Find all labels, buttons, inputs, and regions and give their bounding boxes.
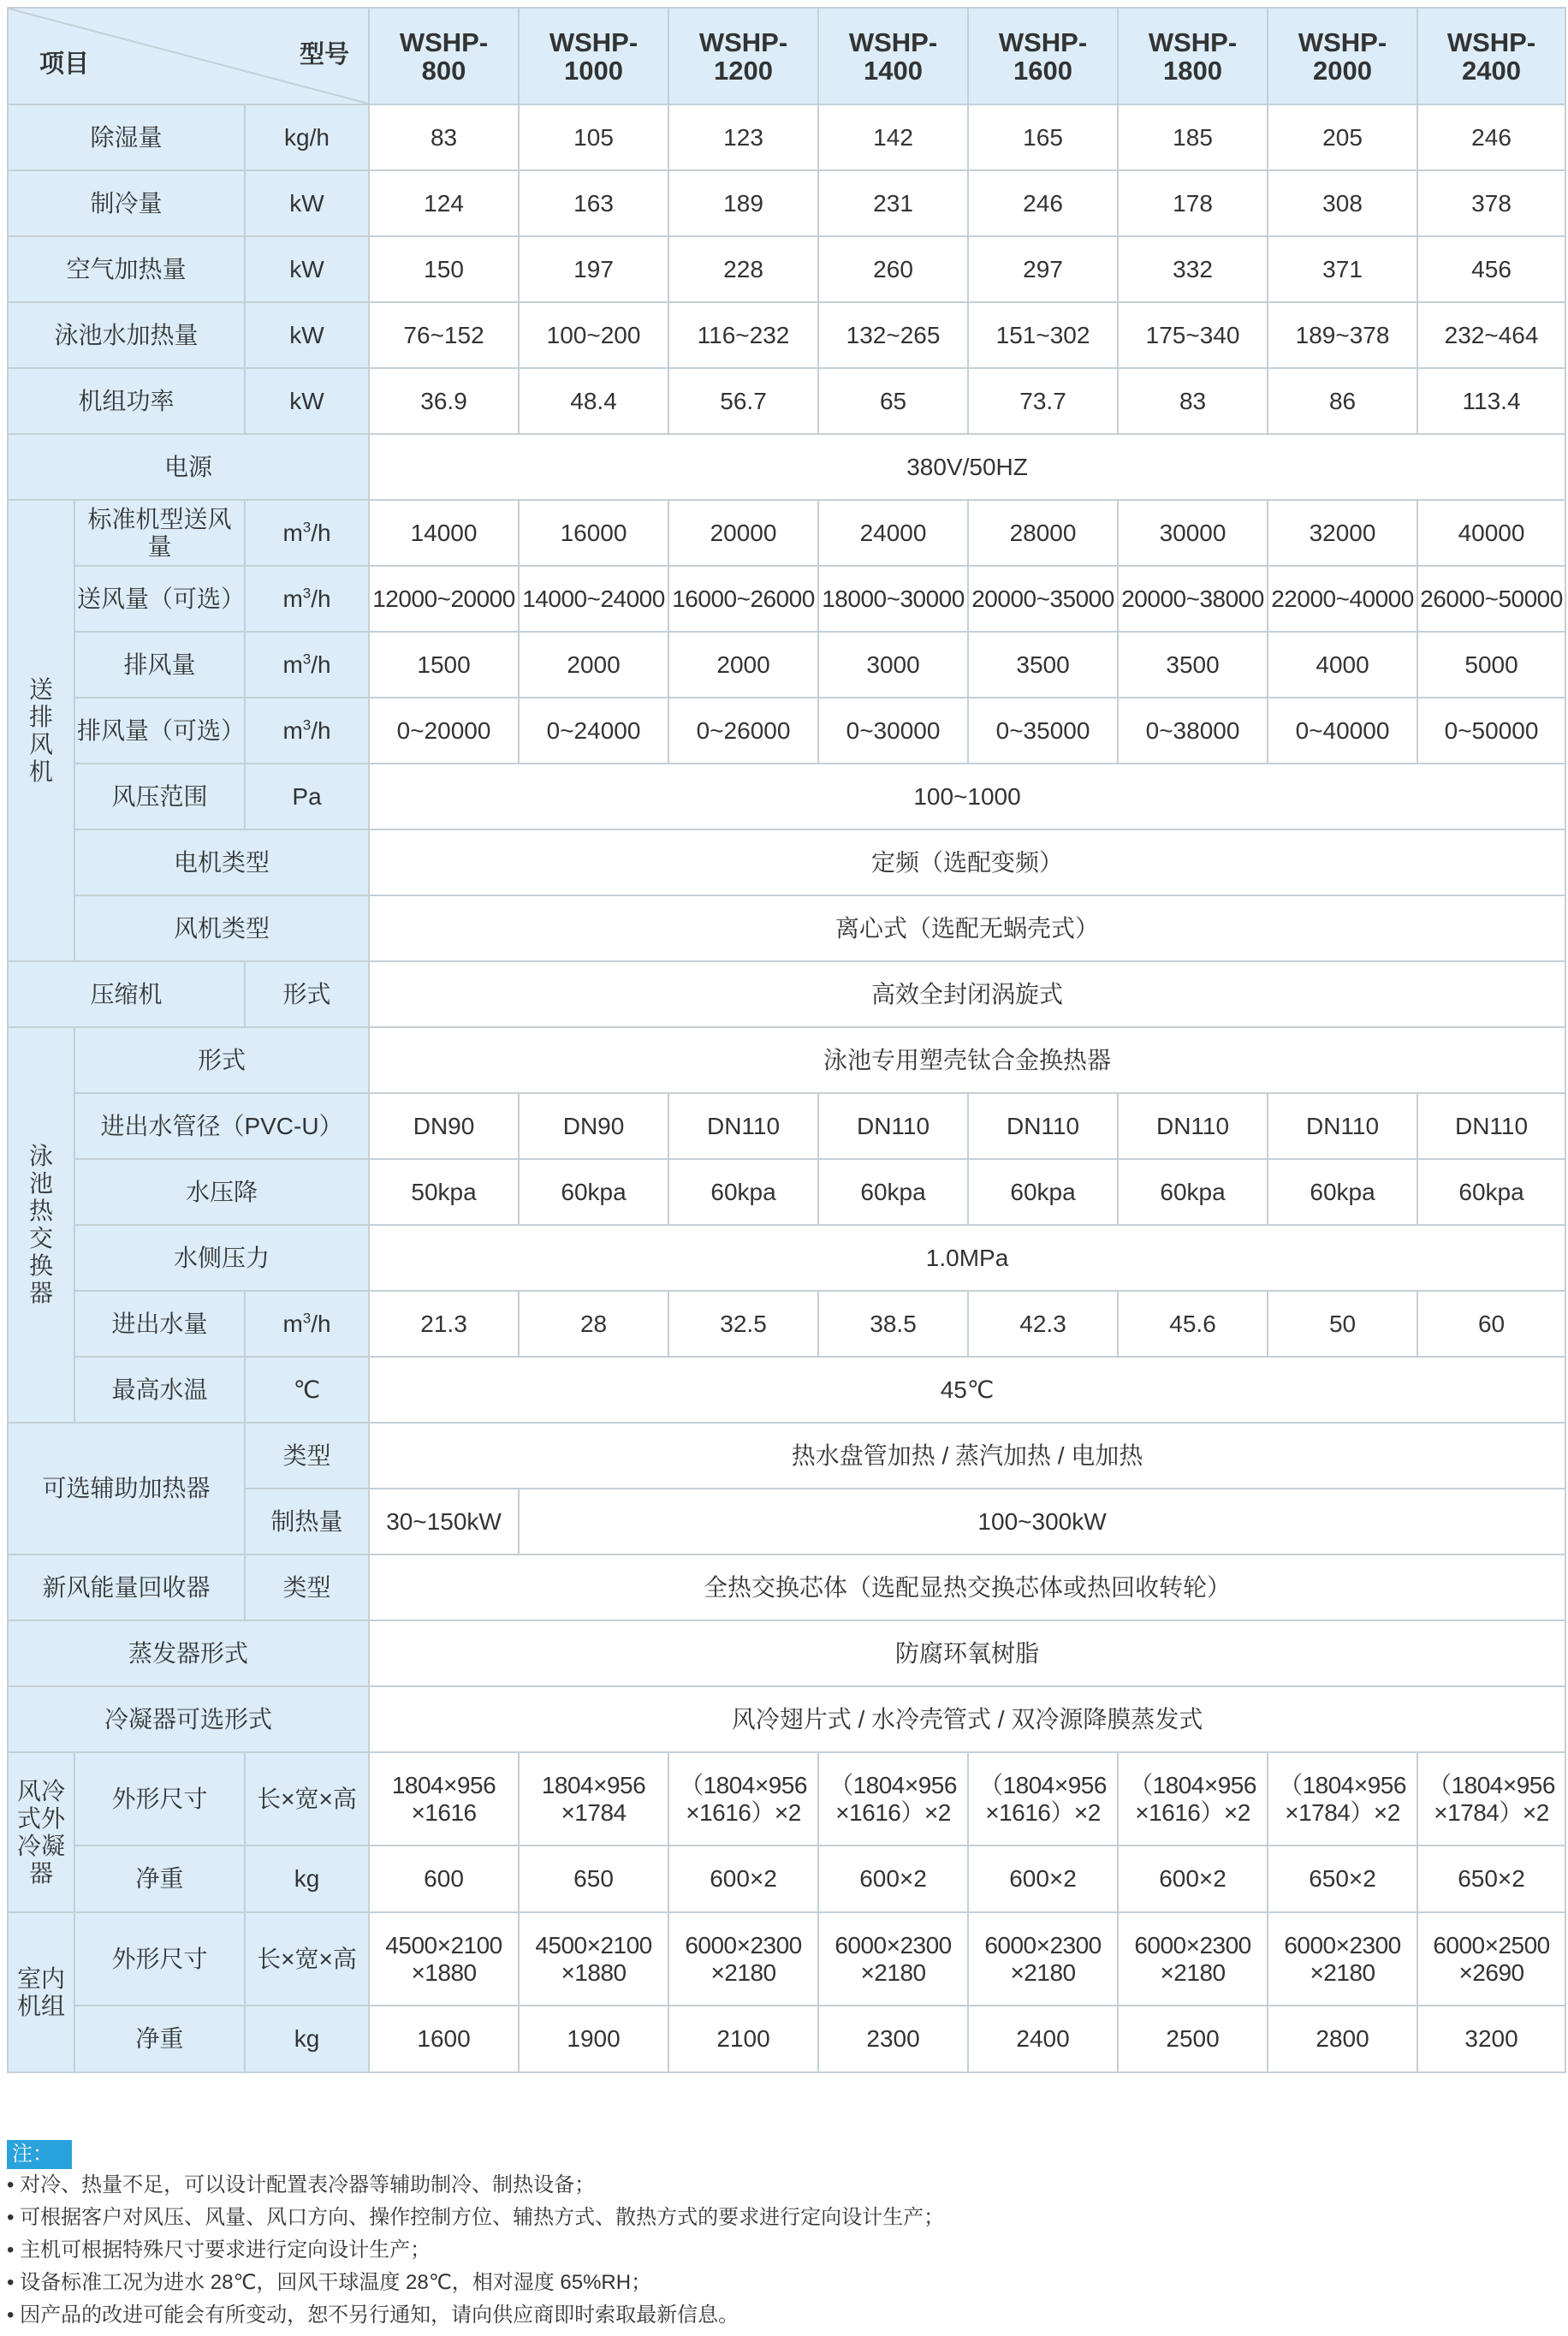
notes-list — [7, 2169, 1565, 2332]
value-cell: 32.5 — [668, 1291, 818, 1357]
row-label: 电源 — [8, 434, 369, 500]
unit-cell: 类型 — [245, 1554, 369, 1620]
row-label: 排风量（可选） — [74, 698, 245, 764]
value-cell: 0~38000 — [1118, 698, 1268, 764]
row-label: 风压范围 — [74, 764, 245, 829]
model-header: WSHP- 2400 — [1417, 8, 1565, 104]
value-cell: 20000 — [668, 500, 818, 566]
value-cell: 30~150kW — [369, 1489, 519, 1554]
row-label: 净重 — [74, 1846, 245, 1912]
group-text: 泳池热交换器 — [28, 1143, 53, 1306]
unit-cell: 类型 — [245, 1423, 369, 1489]
value-cell: 高效全封闭涡旋式 — [369, 961, 1565, 1027]
value-cell: 132~265 — [818, 302, 968, 368]
row-label: 可选辅助加热器 — [8, 1423, 245, 1554]
value-cell: 189 — [668, 170, 818, 236]
value-cell: 6000×2300 ×2180 — [1118, 1912, 1268, 2006]
unit-tail: /h — [311, 519, 331, 546]
value-cell: 0~40000 — [1268, 698, 1417, 764]
row-opt-supply — [8, 566, 1565, 632]
header-model-label: 型号 — [300, 41, 350, 68]
value-cell: 189~378 — [1268, 302, 1417, 368]
value-cell: 232~464 — [1417, 302, 1565, 368]
model-header: WSHP- 1200 — [668, 8, 818, 104]
value-cell: 60kpa — [818, 1159, 968, 1225]
row-airheat — [8, 236, 1565, 302]
value-cell: 600×2 — [1118, 1846, 1268, 1912]
row-label: 排风量 — [74, 632, 245, 698]
value-cell: 防腐环氧树脂 — [369, 1620, 1565, 1686]
value-cell: 48.4 — [519, 368, 668, 434]
row-aircond-weight — [8, 1846, 1565, 1912]
value-cell: 197 — [519, 236, 668, 302]
unit-cell: ℃ — [245, 1357, 369, 1423]
value-cell: 50 — [1268, 1291, 1417, 1357]
row-label: 蒸发器形式 — [8, 1620, 369, 1686]
value-cell: DN110 — [1118, 1093, 1268, 1159]
group-label-fan — [8, 500, 74, 961]
row-label: 外形尺寸 — [74, 1752, 245, 1846]
value-cell: 3500 — [1118, 632, 1268, 698]
row-std-supply — [8, 500, 1565, 566]
value-cell: 175~340 — [1118, 302, 1268, 368]
row-poolheat — [8, 302, 1565, 368]
value-cell: 100~200 — [519, 302, 668, 368]
value-cell: 650×2 — [1268, 1846, 1417, 1912]
value-cell: 600×2 — [968, 1846, 1118, 1912]
value-cell: 2000 — [519, 632, 668, 698]
value-cell: 离心式（选配无蜗壳式） — [369, 895, 1565, 961]
unit-cell: kW — [245, 368, 369, 434]
value-cell: 60kpa — [1118, 1159, 1268, 1225]
row-label: 新风能量回收器 — [8, 1554, 245, 1620]
unit-cell: 形式 — [245, 961, 369, 1027]
row-pool-pipe — [8, 1093, 1565, 1159]
value-cell: 0~35000 — [968, 698, 1118, 764]
value-cell: 163 — [519, 170, 668, 236]
unit-cell — [245, 698, 369, 764]
model-header: WSHP- 1800 — [1118, 8, 1268, 104]
value-cell: 45.6 — [1118, 1291, 1268, 1357]
row-label: 压缩机 — [8, 961, 245, 1027]
value-cell: 246 — [1417, 104, 1565, 170]
value-cell: 380V/50HZ — [369, 434, 1565, 500]
value-cell: 113.4 — [1417, 368, 1565, 434]
row-label: 外形尺寸 — [74, 1912, 245, 2006]
value-cell: 600×2 — [818, 1846, 968, 1912]
value-cell: 21.3 — [369, 1291, 519, 1357]
value-cell: 3500 — [968, 632, 1118, 698]
value-cell: 2800 — [1268, 2006, 1417, 2072]
value-cell: 42.3 — [968, 1291, 1118, 1357]
row-label: 水压降 — [74, 1159, 369, 1225]
value-cell: DN90 — [369, 1093, 519, 1159]
value-cell: 456 — [1417, 236, 1565, 302]
unit-cell — [245, 566, 369, 632]
unit-cell: 制热量 — [245, 1489, 369, 1554]
note-line: • 设备标准工况为进水 28℃，回风干球温度 28℃，相对湿度 65%RH； — [7, 2271, 652, 2294]
value-cell: 45℃ — [369, 1357, 1565, 1423]
value-cell: 246 — [968, 170, 1118, 236]
unit-base: m — [282, 716, 303, 744]
row-label: 空气加热量 — [8, 236, 245, 302]
value-cell: 185 — [1118, 104, 1268, 170]
value-cell: 6000×2300 ×2180 — [1268, 1912, 1417, 2006]
value-cell: 6000×2300 ×2180 — [818, 1912, 968, 2006]
note-line: • 主机可根据特殊尺寸要求进行定向设计生产； — [7, 2238, 431, 2262]
value-cell: 1804×956 ×1616 — [369, 1752, 519, 1846]
value-cell: （1804×956 ×1616）×2 — [1118, 1752, 1268, 1846]
value-cell: 2500 — [1118, 2006, 1268, 2072]
row-label: 形式 — [74, 1027, 369, 1093]
value-cell: 4500×2100 ×1880 — [369, 1912, 519, 2006]
value-cell: 60kpa — [668, 1159, 818, 1225]
value-cell: 6000×2300 ×2180 — [668, 1912, 818, 2006]
value-cell: 6000×2500 ×2690 — [1417, 1912, 1565, 2006]
header-row — [8, 8, 1565, 104]
value-cell: （1804×956 ×1616）×2 — [668, 1752, 818, 1846]
value-cell: 83 — [369, 104, 519, 170]
row-cond — [8, 1686, 1565, 1752]
row-recovery — [8, 1554, 1565, 1620]
value-cell: 73.7 — [968, 368, 1118, 434]
row-exhaust — [8, 632, 1565, 698]
value-cell: 4000 — [1268, 632, 1417, 698]
row-indoor-weight — [8, 2006, 1565, 2072]
value-cell: （1804×956 ×1616）×2 — [818, 1752, 968, 1846]
spec-table — [7, 7, 1566, 2073]
row-evap — [8, 1620, 1565, 1686]
row-pressure — [8, 764, 1565, 829]
value-cell: 0~20000 — [369, 698, 519, 764]
row-label: 进出水量 — [74, 1291, 245, 1357]
value-cell: 123 — [668, 104, 818, 170]
value-cell: 28000 — [968, 500, 1118, 566]
row-pool-drop — [8, 1159, 1565, 1225]
notes-title: 注： — [7, 2140, 72, 2169]
value-cell: 60kpa — [1268, 1159, 1417, 1225]
value-cell: 1600 — [369, 2006, 519, 2072]
row-aux-type — [8, 1423, 1565, 1489]
value-cell: 18000~30000 — [818, 566, 968, 632]
value-cell: 150 — [369, 236, 519, 302]
row-opt-exhaust — [8, 698, 1565, 764]
value-cell: 60kpa — [519, 1159, 668, 1225]
model-header: WSHP- 1400 — [818, 8, 968, 104]
value-cell: DN110 — [818, 1093, 968, 1159]
row-label: 泳池水加热量 — [8, 302, 245, 368]
row-motor — [8, 829, 1565, 895]
value-cell: （1804×956 ×1616）×2 — [968, 1752, 1118, 1846]
value-cell: 20000~35000 — [968, 566, 1118, 632]
value-cell: 1500 — [369, 632, 519, 698]
value-cell: 2000 — [668, 632, 818, 698]
unit-sup: 3 — [302, 651, 312, 668]
value-cell: DN90 — [519, 1093, 668, 1159]
row-power — [8, 368, 1565, 434]
value-cell: 3200 — [1417, 2006, 1565, 2072]
value-cell: 86 — [1268, 368, 1417, 434]
value-cell: 650×2 — [1417, 1846, 1565, 1912]
value-cell: 0~50000 — [1417, 698, 1565, 764]
value-cell: 20000~38000 — [1118, 566, 1268, 632]
unit-sup: 3 — [302, 716, 312, 734]
row-indoor-dims — [8, 1912, 1565, 2006]
group-label-aircond: 风冷式外 冷凝器 — [8, 1752, 74, 1912]
row-pool-maxtemp — [8, 1357, 1565, 1423]
row-pool-form — [8, 1027, 1565, 1093]
row-label: 最高水温 — [74, 1357, 245, 1423]
unit-cell: kW — [245, 170, 369, 236]
unit-sup: 3 — [302, 1310, 312, 1327]
model-header: WSHP- 800 — [369, 8, 519, 104]
unit-sup: 3 — [302, 585, 312, 602]
row-label: 除湿量 — [8, 104, 245, 170]
unit-cell: 长×宽×高 — [245, 1752, 369, 1846]
header-item-label: 项目 — [39, 51, 90, 78]
note-line: • 对冷、热量不足，可以设计配置表冷器等辅助制冷、制热设备； — [7, 2173, 596, 2196]
row-pool-sidep — [8, 1225, 1565, 1291]
spec-table-wrapper — [7, 7, 1565, 2073]
value-cell: 205 — [1268, 104, 1417, 170]
value-cell: DN110 — [1268, 1093, 1417, 1159]
value-cell: （1804×956 ×1784）×2 — [1417, 1752, 1565, 1846]
unit-base: m — [282, 585, 303, 612]
unit-cell: kW — [245, 302, 369, 368]
unit-cell: kg — [245, 1846, 369, 1912]
value-cell: 2400 — [968, 2006, 1118, 2072]
value-cell: 14000~24000 — [519, 566, 668, 632]
value-cell: 76~152 — [369, 302, 519, 368]
value-cell: 142 — [818, 104, 968, 170]
value-cell: 16000 — [519, 500, 668, 566]
unit-tail: /h — [311, 1310, 331, 1337]
unit-cell: kW — [245, 236, 369, 302]
group-label-pool — [8, 1027, 74, 1423]
row-label: 风机类型 — [74, 895, 369, 961]
value-cell: 40000 — [1417, 500, 1565, 566]
value-cell: 4500×2100 ×1880 — [519, 1912, 668, 2006]
unit-cell: 长×宽×高 — [245, 1912, 369, 2006]
value-cell: 风冷翅片式 / 水冷壳管式 / 双冷源降膜蒸发式 — [369, 1686, 1565, 1752]
unit-tail: /h — [311, 716, 331, 744]
value-cell: 38.5 — [818, 1291, 968, 1357]
value-cell: 0~24000 — [519, 698, 668, 764]
value-cell: 22000~40000 — [1268, 566, 1417, 632]
value-cell: 56.7 — [668, 368, 818, 434]
value-cell: 371 — [1268, 236, 1417, 302]
value-cell: 0~30000 — [818, 698, 968, 764]
unit-tail: /h — [311, 585, 331, 612]
value-cell: 378 — [1417, 170, 1565, 236]
unit-base: m — [282, 651, 303, 678]
group-label-indoor: 室内机组 — [8, 1912, 74, 2072]
unit-tail: /h — [311, 651, 331, 678]
value-cell: 83 — [1118, 368, 1268, 434]
row-label: 进出水管径（PVC-U） — [74, 1093, 369, 1159]
value-cell: 0~26000 — [668, 698, 818, 764]
header-corner-cell — [8, 8, 369, 104]
value-cell: 60kpa — [1417, 1159, 1565, 1225]
value-cell: 2100 — [668, 2006, 818, 2072]
row-label: 电机类型 — [74, 829, 369, 895]
row-cooling — [8, 170, 1565, 236]
unit-cell — [245, 1291, 369, 1357]
value-cell: 60 — [1417, 1291, 1565, 1357]
unit-cell: kg — [245, 2006, 369, 2072]
value-cell: 12000~20000 — [369, 566, 519, 632]
row-label: 制冷量 — [8, 170, 245, 236]
value-cell: 600 — [369, 1846, 519, 1912]
value-cell: 165 — [968, 104, 1118, 170]
value-cell: 全热交换芯体（选配显热交换芯体或热回收转轮） — [369, 1554, 1565, 1620]
value-cell: DN110 — [668, 1093, 818, 1159]
unit-base: m — [282, 519, 303, 546]
row-label: 净重 — [74, 2006, 245, 2072]
group-text: 送排风机 — [28, 675, 53, 785]
row-label: 机组功率 — [8, 368, 245, 434]
unit-base: m — [282, 1310, 303, 1337]
unit-cell — [245, 632, 369, 698]
model-header: WSHP- 1600 — [968, 8, 1118, 104]
value-cell: 297 — [968, 236, 1118, 302]
value-cell: 热水盘管加热 / 蒸汽加热 / 电加热 — [369, 1423, 1565, 1489]
model-header: WSHP- 2000 — [1268, 8, 1417, 104]
value-cell: 5000 — [1417, 632, 1565, 698]
row-pool-flow — [8, 1291, 1565, 1357]
row-label: 水侧压力 — [74, 1225, 369, 1291]
unit-cell: kg/h — [245, 104, 369, 170]
value-cell: 26000~50000 — [1417, 566, 1565, 632]
value-cell: 178 — [1118, 170, 1268, 236]
value-cell: 1900 — [519, 2006, 668, 2072]
value-cell: 2300 — [818, 2006, 968, 2072]
value-cell: 14000 — [369, 500, 519, 566]
row-compressor — [8, 961, 1565, 1027]
value-cell: 3000 — [818, 632, 968, 698]
row-aircond-dims — [8, 1752, 1565, 1846]
value-cell: 332 — [1118, 236, 1268, 302]
value-cell: （1804×956 ×1784）×2 — [1268, 1752, 1417, 1846]
value-cell: 1.0MPa — [369, 1225, 1565, 1291]
unit-cell — [245, 500, 369, 566]
value-cell: 30000 — [1118, 500, 1268, 566]
value-cell: 24000 — [818, 500, 968, 566]
value-cell: DN110 — [968, 1093, 1118, 1159]
row-dehum — [8, 104, 1565, 170]
value-cell: 1804×956 ×1784 — [519, 1752, 668, 1846]
value-cell: 231 — [818, 170, 968, 236]
value-cell: 36.9 — [369, 368, 519, 434]
value-cell: 定频（选配变频） — [369, 829, 1565, 895]
notes-section — [7, 2140, 1565, 2332]
value-cell: 泳池专用塑壳钛合金换热器 — [369, 1027, 1565, 1093]
value-cell: 151~302 — [968, 302, 1118, 368]
model-header: WSHP- 1000 — [519, 8, 668, 104]
value-cell: 50kpa — [369, 1159, 519, 1225]
value-cell: 228 — [668, 236, 818, 302]
note-line: • 可根据客户对风压、风量、风口方向、操作控制方位、辅热方式、散热方式的要求进行定向设计生产； — [7, 2206, 945, 2229]
value-cell: 28 — [519, 1291, 668, 1357]
value-cell: 16000~26000 — [668, 566, 818, 632]
row-fantype — [8, 895, 1565, 961]
value-cell: 260 — [818, 236, 968, 302]
value-cell: DN110 — [1417, 1093, 1565, 1159]
value-cell: 116~232 — [668, 302, 818, 368]
value-cell: 100~300kW — [519, 1489, 1565, 1554]
value-cell: 650 — [519, 1846, 668, 1912]
value-cell: 60kpa — [968, 1159, 1118, 1225]
unit-cell: Pa — [245, 764, 369, 829]
value-cell: 65 — [818, 368, 968, 434]
row-label: 送风量（可选） — [74, 566, 245, 632]
value-cell: 105 — [519, 104, 668, 170]
row-supply — [8, 434, 1565, 500]
note-line: • 因产品的改进可能会有所变动，恕不另行通知，请向供应商即时索取最新信息。 — [7, 2303, 739, 2327]
value-cell: 600×2 — [668, 1846, 818, 1912]
unit-sup: 3 — [302, 519, 312, 536]
row-label: 冷凝器可选形式 — [8, 1686, 369, 1752]
value-cell: 308 — [1268, 170, 1417, 236]
value-cell: 32000 — [1268, 500, 1417, 566]
value-cell: 6000×2300 ×2180 — [968, 1912, 1118, 2006]
value-cell: 124 — [369, 170, 519, 236]
row-label: 标准机型送风量 — [74, 500, 245, 566]
value-cell: 100~1000 — [369, 764, 1565, 829]
